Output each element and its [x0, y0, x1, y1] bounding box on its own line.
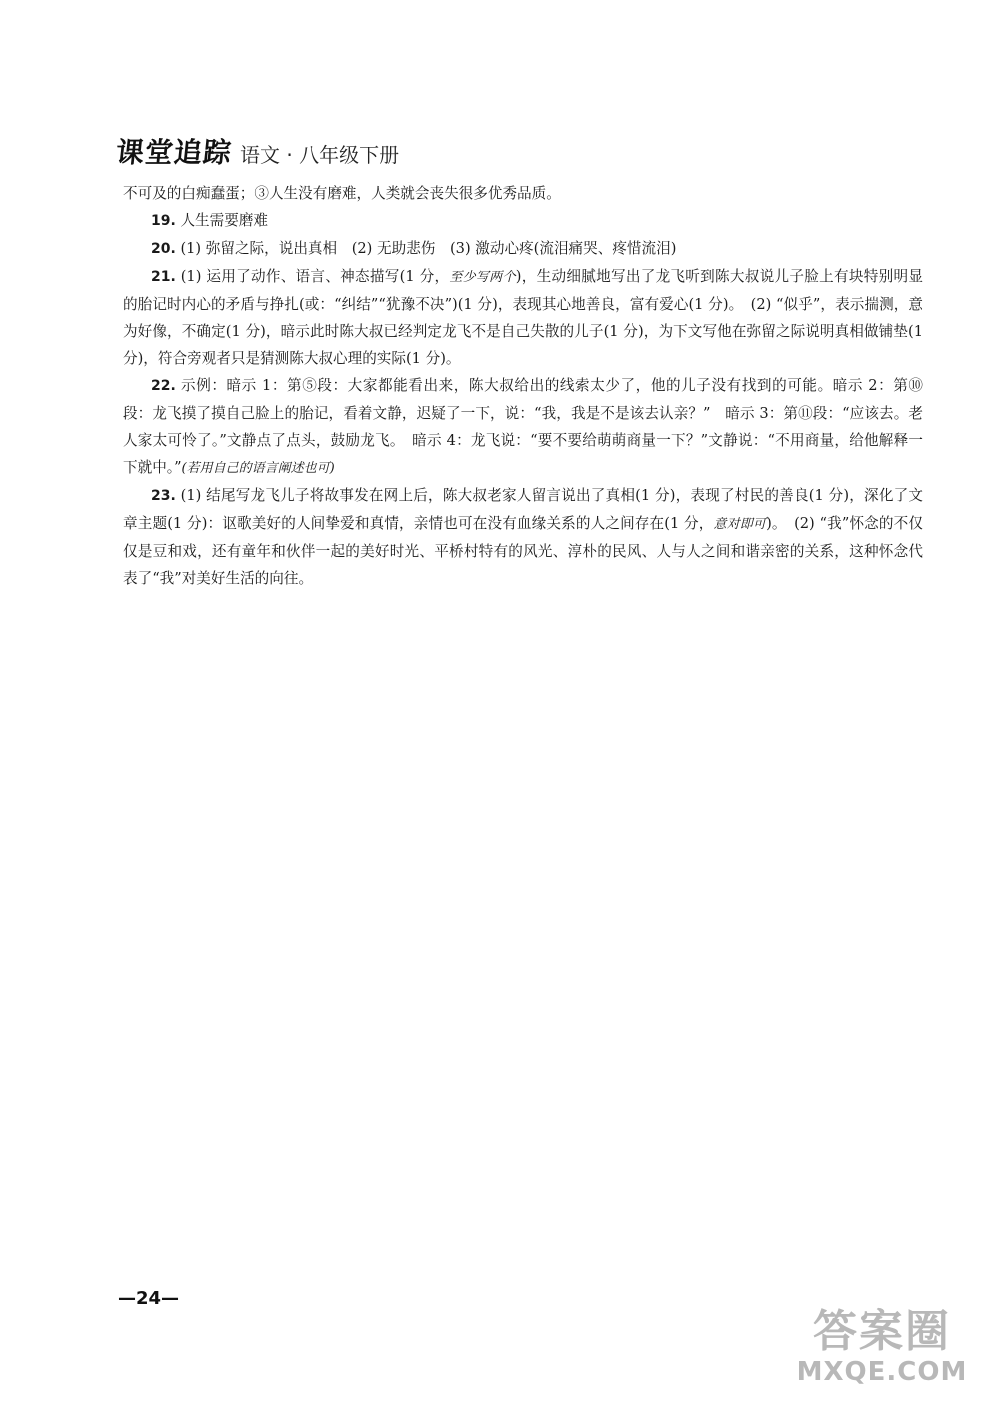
answer-note: (若用自己的语言阐述也可)	[181, 461, 335, 476]
watermark-url: MXQE.COM	[796, 1357, 968, 1387]
book-subject-title: 语文 · 八年级下册	[240, 143, 400, 167]
answer-note: 意对即可	[713, 517, 767, 532]
question-number: 23.	[151, 488, 176, 504]
page-header	[116, 131, 399, 171]
watermark	[782, 1307, 982, 1387]
answer-content	[123, 180, 923, 592]
watermark-logo: 答案圈	[813, 1306, 951, 1357]
question-number: 21.	[151, 269, 176, 285]
answer-note: 至少写两个	[449, 270, 516, 285]
answer-text: 人生需要磨难	[180, 212, 269, 229]
answer-20	[123, 235, 923, 263]
answer-text-part1: (1) 运用了动作、语言、神态描写(1 分，	[180, 268, 450, 285]
answer-19	[123, 207, 923, 235]
answer-text-part2: )，生动细腻地写出了龙飞听到陈大叔说儿子脸上有块特别明显的胎记时内心的矛盾与挣扎(或：“纠结”“犹豫不决”)(1 分)，表现其心地善良，富有爱心(1 分)。 (2) “似乎”，表示揣测，意为好像，不确定(1 分)，暗示此时陈大叔已经判定龙飞不是自己失散的儿子(1 分)，为下文写他在弥留之际说明真相做铺垫(1 分)，符合旁观者只是猜测陈大叔心理的实际(1 分)。	[123, 268, 923, 367]
brand-logo: 课堂追踪	[114, 136, 234, 169]
answer-text-part1: (1) 结尾写龙飞儿子将故事发在网上后，陈大叔老家人留言说出了真相(1 分)，表现了村民的善良(1 分)，深化了文章主题(1 分)：讴歌美好的人间挚爱和真情，亲情也可在没有血缘关系的人之间存在(1 分，	[123, 487, 924, 532]
continuation-text: 不可及的白痴蠢蛋；③人生没有磨难，人类就会丧失很多优秀品质。	[123, 185, 561, 202]
answer-21	[123, 263, 923, 372]
answer-23	[123, 482, 923, 592]
continuation-line	[123, 180, 923, 207]
answer-22	[123, 372, 923, 482]
question-number: 22.	[151, 378, 176, 394]
question-number: 20.	[151, 241, 176, 257]
page-number: —24—	[118, 1288, 180, 1309]
answer-text: (1) 弥留之际，说出真相 (2) 无助悲伤 (3) 激动心疼(流泪痛哭、疼惜流泪)	[180, 240, 677, 257]
question-number: 19.	[151, 213, 176, 229]
answer-text-part2: )。 (2) “我”怀念的不仅仅是豆和戏，还有童年和伙伴一起的美好时光、平桥村特有的风光、淳朴的民风、人与人之间和谐亲密的关系，这种怀念代表了“我”对美好生活的向往。	[123, 515, 923, 587]
answer-text: 示例：暗示 1：第⑤段：大家都能看出来，陈大叔给出的线索太少了，他的儿子没有找到的可能。暗示 2：第⑩段：龙飞摸了摸自己脸上的胎记，看着文静，迟疑了一下，说：“我，我是不是该去认亲？” 暗示 3：第⑪段：“应该去。老人家太可怜了。”文静点了点头，鼓励龙飞。 暗示 4：龙飞说：“要不要给萌萌商量一下？”文静说：“不用商量，给他解释一下就中。”	[123, 377, 924, 476]
